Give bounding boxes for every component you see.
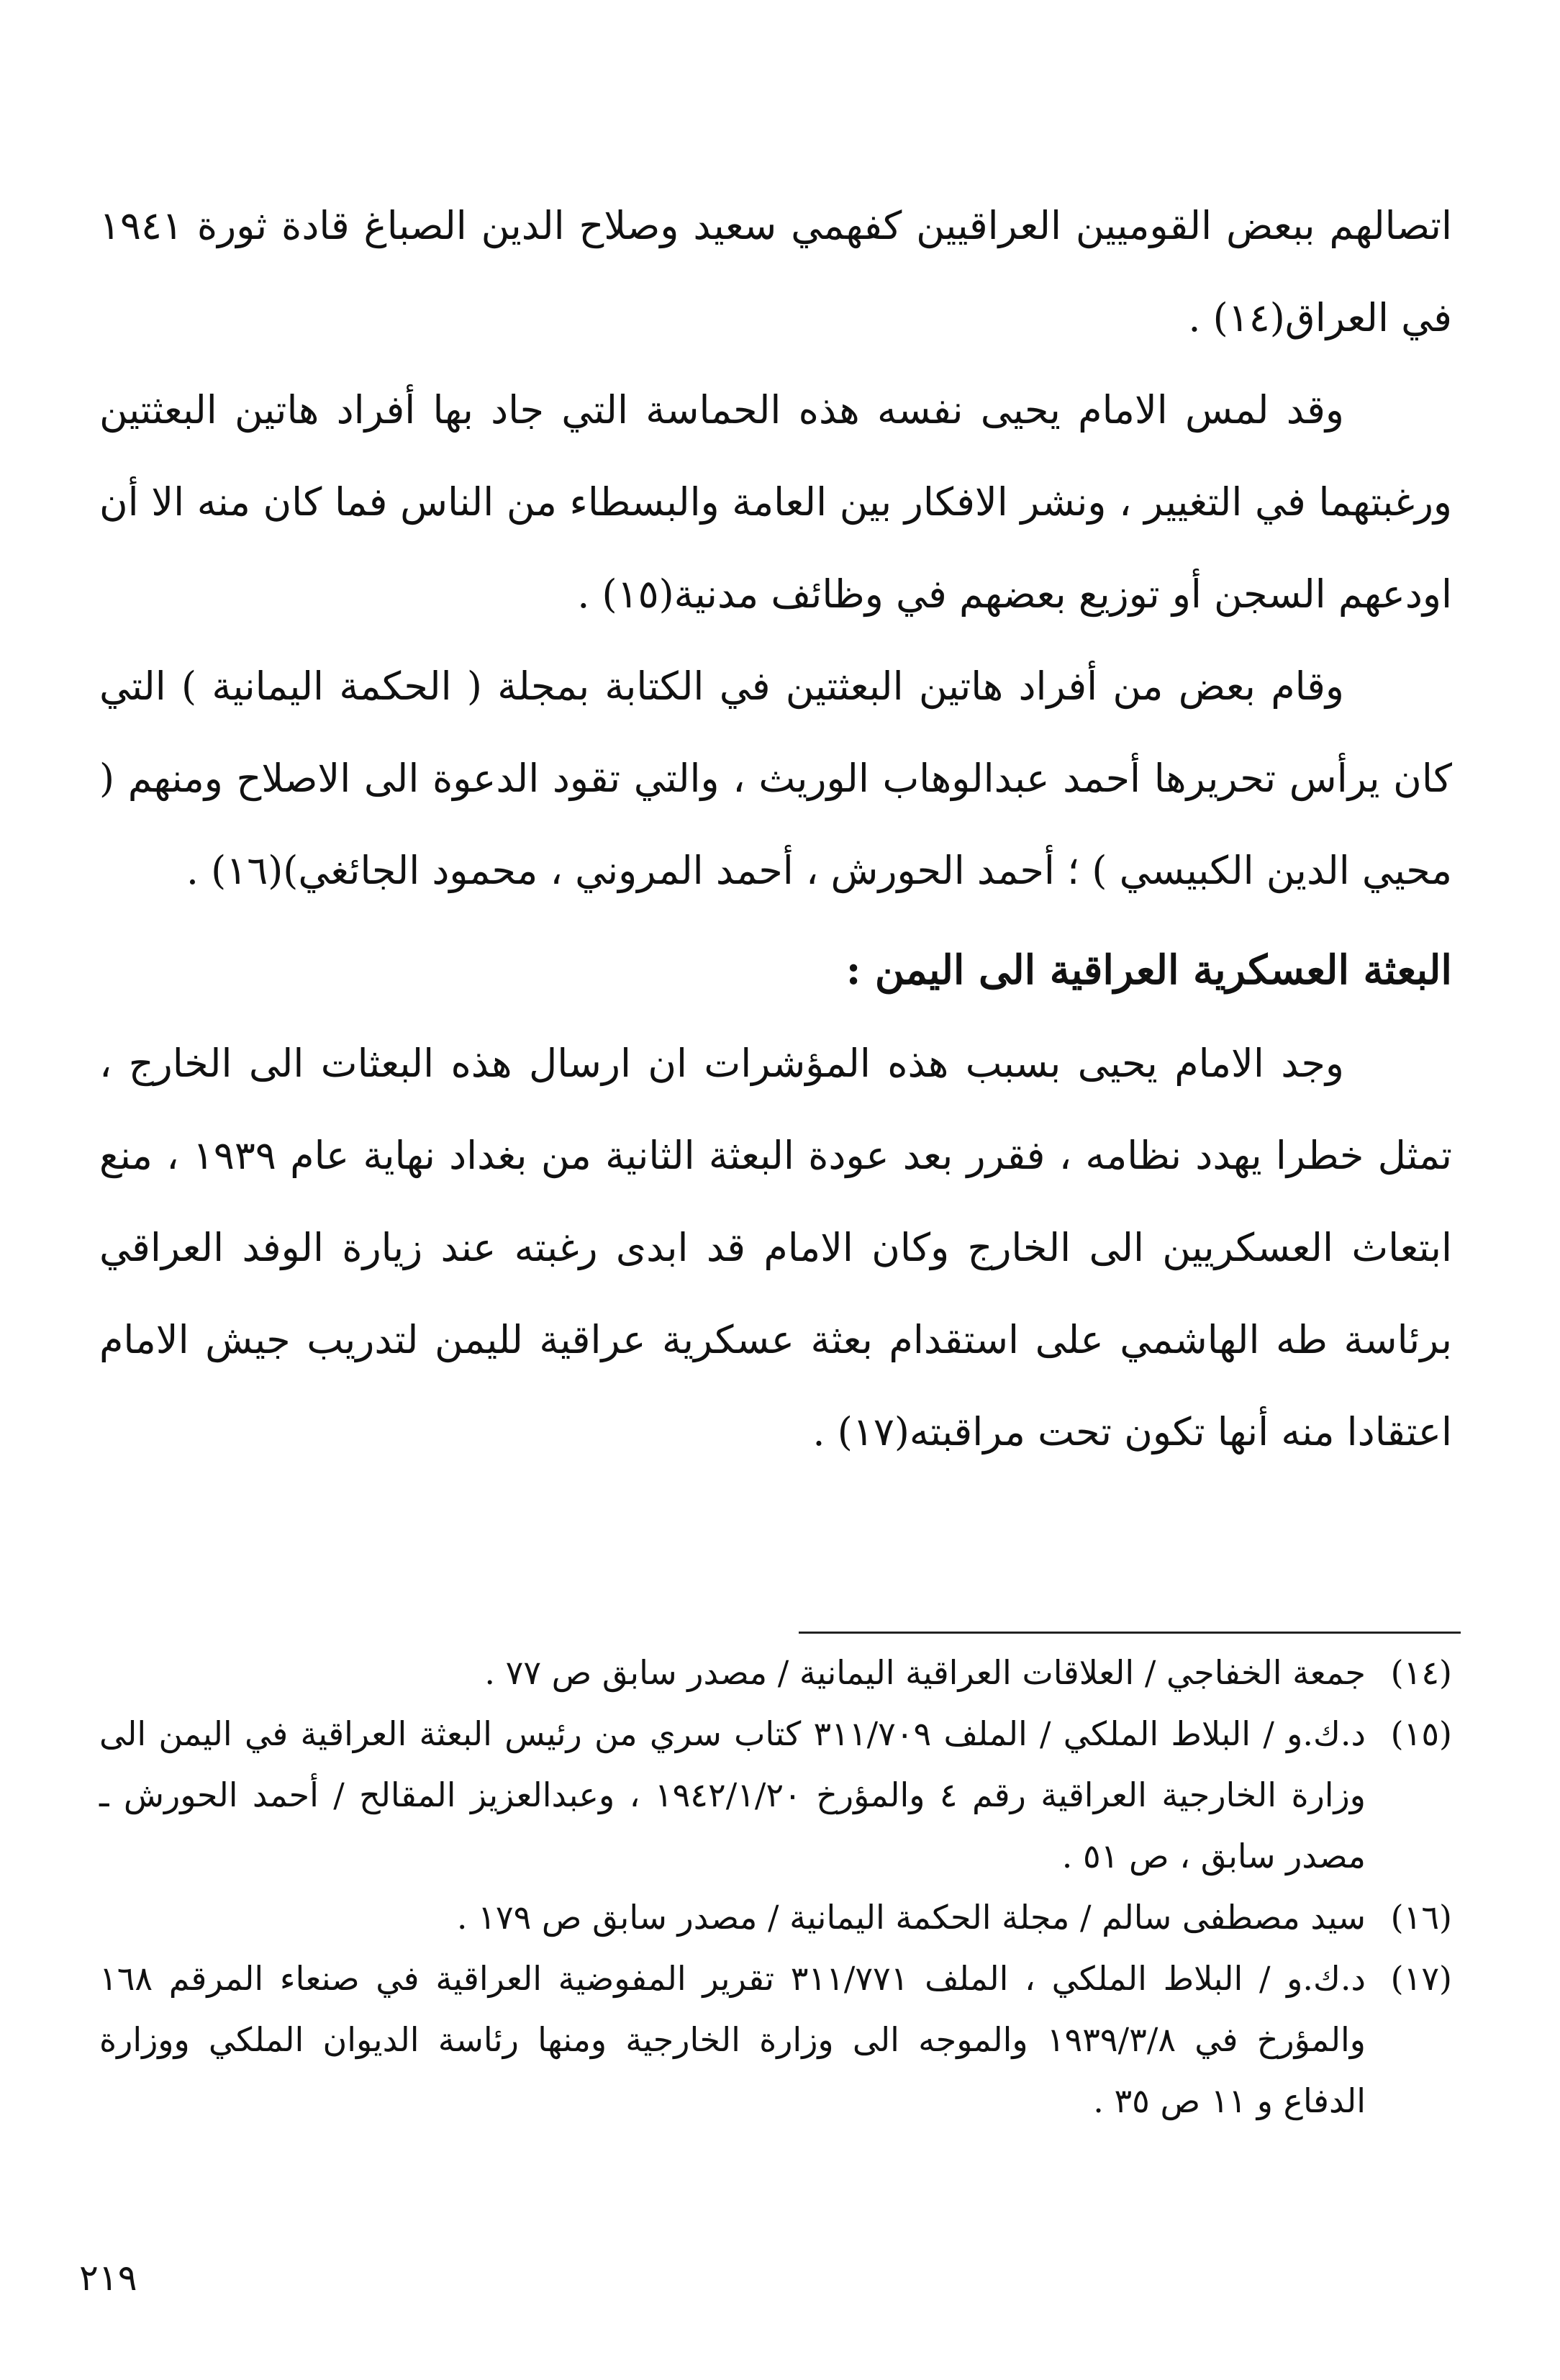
footnote-separator <box>799 1632 1461 1634</box>
footnote-text: د.ك.و / البلاط الملكي / الملف ٣١١/٧٠٩ كتاب سري من رئيس البعثة العراقية في اليمن الى وزارة الخارجية العراقية رقم ٤ والمؤرخ ١٩٤٢/١/٢٠ ، وعبدالعزيز المقالح / أحمد الحورش ـ مصدر سابق ، ص ٥١ . <box>99 1714 1366 1876</box>
footnote-text: سيد مصطفى سالم / مجلة الحكمة اليمانية / مصدر سابق ص ١٧٩ . <box>456 1898 1366 1937</box>
footnote-17 <box>99 1948 1452 2132</box>
footnote-number: (١٤) <box>1390 1653 1452 1692</box>
paragraph-military-mission: وجد الامام يحيى بسبب هذه المؤشرات ان ارسال هذه البعثات الى الخارج ، تمثل خطرا يهدد نظامه ، فقرر بعد عودة البعثة الثانية من بغداد نهاية عام ١٩٣٩ ، منع ابتعاث العسكريين الى الخارج وكان الامام قد ابدى رغبته عند زيارة الوفد العراقي برئاسة طه الهاشمي على استقدام بعثة عسكرية عراقية لليمن لتدريب جيش الامام اعتقادا منه أنها تكون تحت مراقبته(١٧) . <box>99 1041 1453 1454</box>
paragraph-continuation: اتصالهم ببعض القوميين العراقيين كفهمي سعيد وصلاح الدين الصباغ قادة ثورة ١٩٤١ في العراق(١٤) . <box>99 203 1452 340</box>
footnotes <box>99 1642 1452 2132</box>
section-heading: البعثة العسكرية العراقية الى اليمن : <box>845 946 1452 994</box>
paragraph-imam-yahya: وقد لمس الامام يحيى نفسه هذه الحماسة التي جاد بها أفراد هاتين البعثتين ورغبتهما في التغيير ، ونشر الافكار بين العامة والبسطاء من الناس فما كان منه الا أن اودعهم السجن أو توزيع بعضهم في وظائف مدنية(١٥) . <box>99 387 1452 617</box>
footnote-15 <box>99 1703 1452 1887</box>
main-text <box>99 180 1452 1478</box>
footnote-14 <box>99 1642 1452 1703</box>
footnote-16 <box>99 1887 1452 1948</box>
page-number: ٢١٩ <box>79 2257 137 2299</box>
footnote-number: (١٦) <box>1390 1898 1452 1937</box>
footnote-number: (١٧) <box>1390 1959 1452 1998</box>
footnote-text: جمعة الخفاجي / العلاقات العراقية اليمانية / مصدر سابق ص ٧٧ . <box>484 1653 1366 1692</box>
paragraph-hikma-magazine: وقام بعض من أفراد هاتين البعثتين في الكتابة بمجلة ( الحكمة اليمانية ) التي كان يرأس تحريرها أحمد عبدالوهاب الوريث ، والتي تقود الدعوة الى الاصلاح ومنهم ( محيي الدين الكبيسي ) ؛ أحمد الحورش ، أحمد المروني ، محمود الجائغي)(١٦) . <box>99 664 1452 893</box>
footnote-number: (١٥) <box>1390 1714 1452 1753</box>
footnote-text: د.ك.و / البلاط الملكي ، الملف ٣١١/٧٧١ تقرير المفوضية العراقية في صنعاء المرقم ١٦٨ والمؤرخ في ١٩٣٩/٣/٨ والموجه الى وزارة الخارجية ومنها رئاسة الديوان الملكي ووزارة الدفاع و ١١ ص ٣٥ . <box>99 1959 1366 2120</box>
